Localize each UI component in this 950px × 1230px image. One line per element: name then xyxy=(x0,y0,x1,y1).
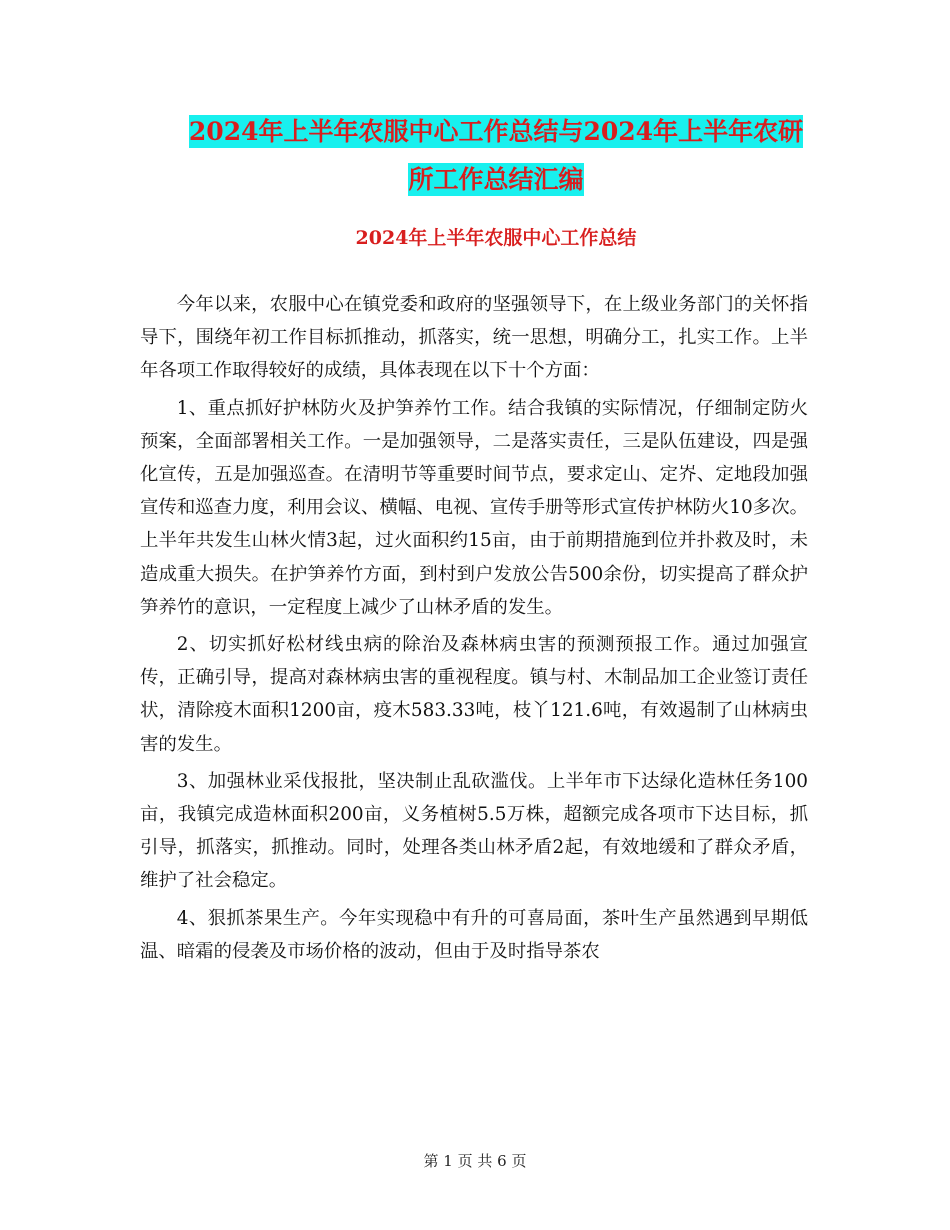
paragraph-2: 2、切实抓好松材线虫病的除治及森林病虫害的预测预报工作。通过加强宣传，正确引导，提高对森林病虫害的重视程度。镇与村、木制品加工企业签订责任状，清除疫木面积1200亩，疫木583.33吨，枝丫121.6吨，有效遏制了山林病虫害的发生。 xyxy=(140,634,808,755)
document-title xyxy=(140,108,852,204)
document-title-line-2: 所工作总结汇编 xyxy=(408,165,584,194)
body-text xyxy=(140,288,808,972)
section-title: 2024年上半年农服中心工作总结 xyxy=(355,227,637,249)
paragraph-1: 1、重点抓好护林防火及护笋养竹工作。结合我镇的实际情况，仔细制定防火预案，全面部署相关工作。一是加强领导，二是落实责任，三是队伍建设，四是强化宣传，五是加强巡查。在清明节等重要时间节点，要求定山、定岕、定地段加强宣传和巡查力度，利用会议、横幅、电视、宣传手册等形式宣传护林防火10多次。上半年共发生山林火情3起，过火面积约15亩，由于前期措施到位并扑救及时，未造成重大损失。在护笋养竹方面，到村到户发放公告500余份，切实提高了群众护笋养竹的意识，一定程度上减少了山林矛盾的发生。 xyxy=(140,397,808,618)
paragraph-intro: 今年以来，农服中心在镇党委和政府的坚强领导下，在上级业务部门的关怀指导下，围绕年初工作目标抓推动，抓落实，统一思想，明确分工，扎实工作。上半年各项工作取得较好的成绩，具体表现在以下十个方面： xyxy=(140,294,808,382)
page-footer: 第 1 页 共 6 页 xyxy=(423,1152,527,1170)
paragraph-4: 4、狠抓茶果生产。今年实现稳中有升的可喜局面，茶叶生产虽然遇到早期低温、暗霜的侵袭及市场价格的波动，但由于及时指导茶农 xyxy=(140,907,808,962)
document-title-line-1: 2024年上半年农服中心工作总结与2024年上半年农研 xyxy=(188,117,804,146)
paragraph-3: 3、加强林业采伐报批，坚决制止乱砍滥伐。上半年市下达绿化造林任务100亩，我镇完成造林面积200亩，义务植树5.5万株，超额完成各项市下达目标，抓引导，抓落实，抓推动。同时，处理各类山林矛盾2起，有效地缓和了群众矛盾，维护了社会稳定。 xyxy=(140,770,808,892)
